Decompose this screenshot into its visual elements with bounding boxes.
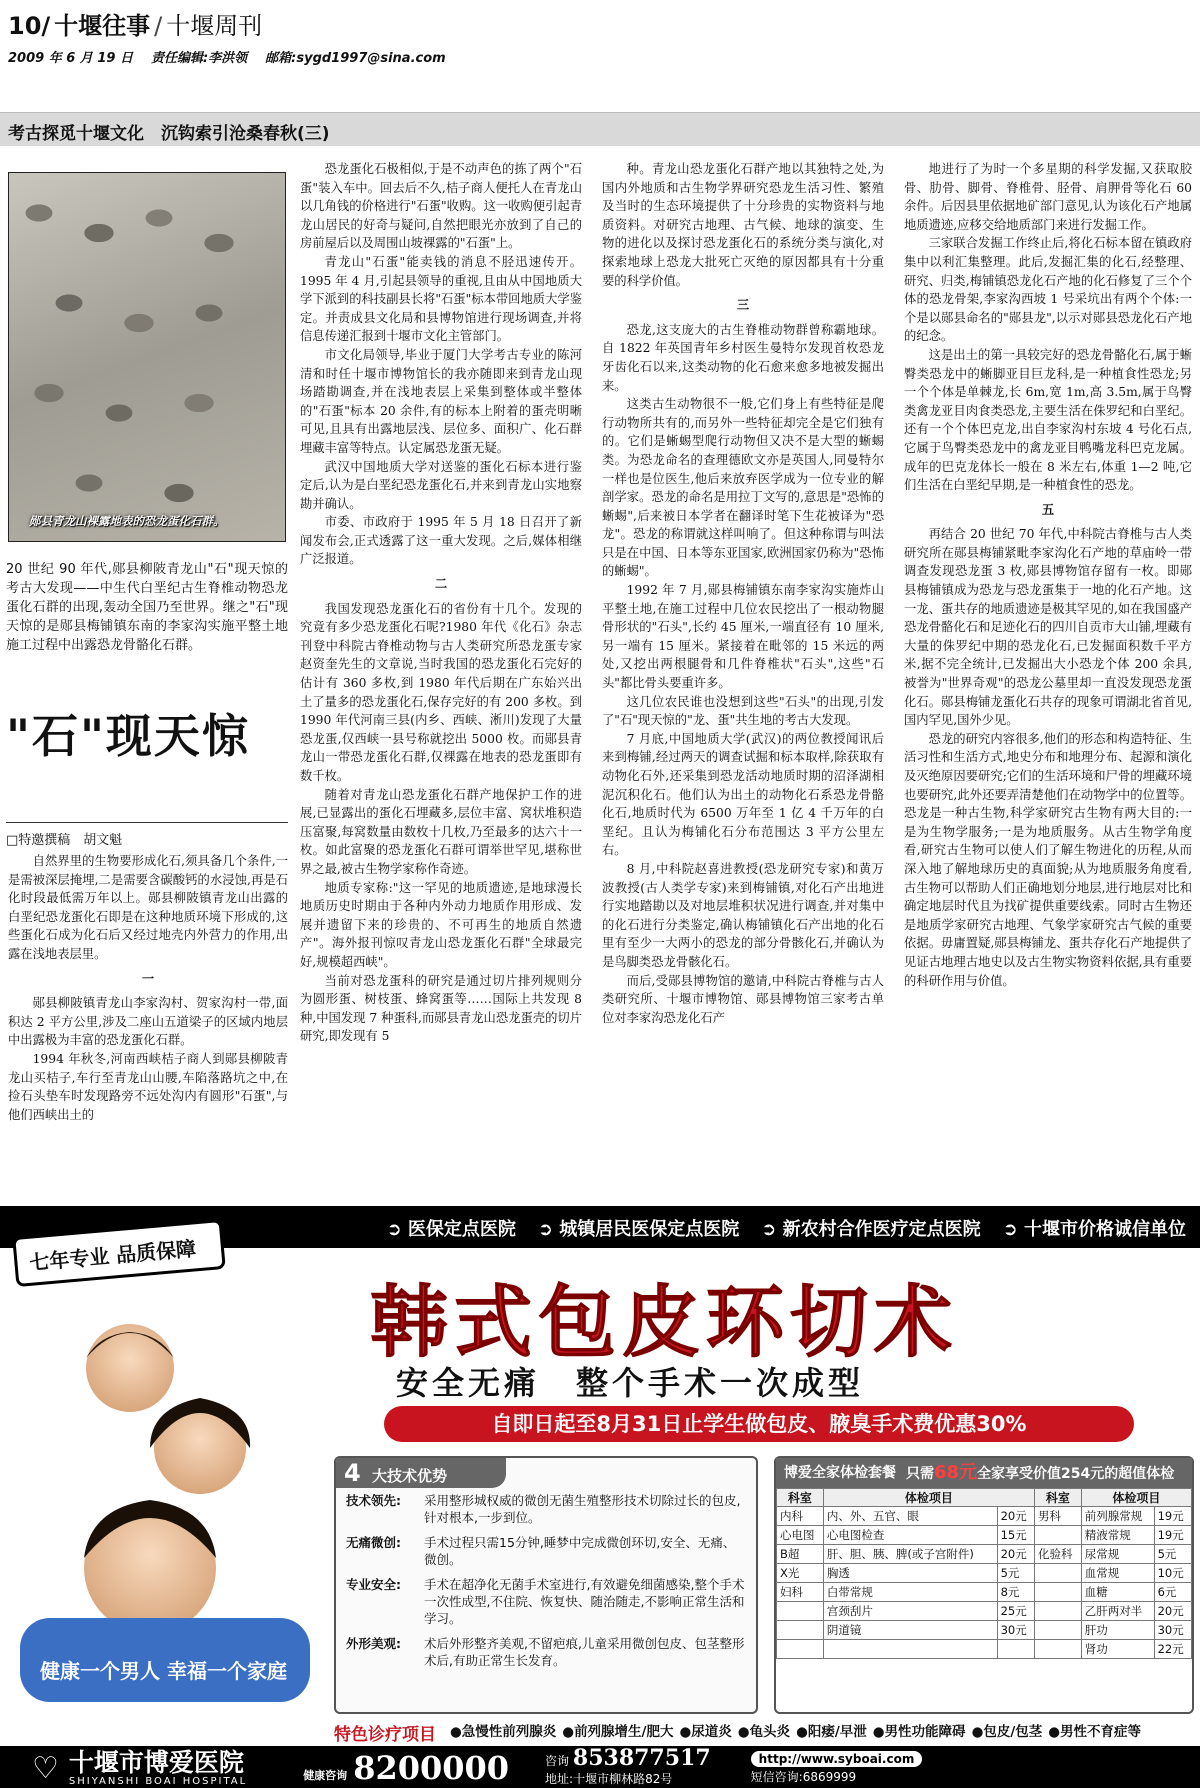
sms-contact: 短信咨询:6869999 — [750, 1770, 857, 1784]
address: 地址:十堰市柳林路82号 — [545, 1771, 673, 1786]
table-cell: X光 — [777, 1564, 824, 1583]
advantages-box — [334, 1456, 758, 1714]
paragraph: 当前对恐龙蛋科的研究是通过切片排列规则分为圆形蛋、树枝蛋、蜂窝蛋等……国际上共发现 8 种,中国发现 7 种蛋科,而郧县青龙山恐龙蛋壳的切片研究,即发现有 5 — [300, 973, 582, 1044]
issue-date: 2009 年 6 月 19 日 — [8, 51, 133, 66]
table-cell: 20元 — [997, 1545, 1034, 1564]
checkup-table — [776, 1488, 1192, 1659]
table-cell: 10元 — [1154, 1564, 1191, 1583]
table-cell: 肝功 — [1081, 1621, 1154, 1640]
table-row — [777, 1526, 1192, 1545]
article-headline: "石"现天惊 — [6, 709, 250, 763]
paragraph: 这是出土的第一具较完好的恐龙骨骼化石,属于蜥臀类恐龙中的蜥脚亚目巨龙科,是一种植食性恐龙;另一个个体是单棘龙,长 6m,宽 1m,高 3.5m,属于鸟臀类禽龙亚目肉食类恐龙,主要生活在侏罗纪和白垩纪。还有一个个体巴克龙,出自李家沟村东坡 4 号化石点,它属于鸟臀类恐龙中的禽龙亚目鸭嘴龙科巴克龙属。成年的巴克龙体长一般在 8 米左右,体重 1—2 吨,它们生活在白垩纪早期,是一种植食性的恐龙。 — [904, 347, 1192, 493]
advantage-item — [346, 1534, 746, 1568]
article-lede: 20 世纪 90 年代,郧县柳陂青龙山"石"现天惊的考古大发现——中生代白垩纪古生脊椎动物恐龙蛋化石群的出现,轰动全国乃至世界。继之"石"现天惊的是郧县梅铺镇东南的李家沟实施平整土地施工过程中出露恐龙骨骼化石群。 — [6, 562, 288, 653]
table-cell: 内、外、五官、眼 — [823, 1507, 997, 1526]
table-cell: 血常规 — [1081, 1564, 1154, 1583]
website-link[interactable]: http://www.syboai.com — [751, 1751, 923, 1767]
section-number: 一 — [141, 971, 155, 986]
quality-badge: 七年专业 品质保障 — [12, 1219, 226, 1287]
credential-item: ➲ 新农村合作医疗定点医院 — [761, 1215, 980, 1241]
hospital-name-en: SHIYANSHI BOAI HOSPITAL — [68, 1775, 248, 1787]
table-cell: 20元 — [1154, 1602, 1191, 1621]
article-column-0 — [8, 852, 288, 1202]
paragraph: 三家联合发掘工作终止后,将化石标本留在镇政府集中以利汇集整理。此后,发掘汇集的化石,经整理、研究、归类,梅铺镇恐龙化石产地的化石修复了三个个体的恐龙骨架,李家沟西坡 1 号采坑出有两个个体:一个是以郧县命名的"郧县龙",以示对郧县恐龙化石产地的纪念。 — [904, 236, 1192, 344]
checkup-package-box — [774, 1456, 1194, 1714]
advantage-label: 专业安全: — [346, 1577, 401, 1592]
advantages-header — [336, 1458, 506, 1488]
ad-footer — [0, 1746, 1200, 1788]
paragraph: 随着对青龙山恐龙蛋化石群产地保护工作的进展,已显露出的蛋化石埋藏多,层位丰富、窝状堆积造压富聚,每窝数量由数枚十几枚,乃至最多的达六十一枚。如此富聚的恐龙蛋化石群可谓举世罕见,堪称世界之最,被古生物学家称作奇迹。 — [300, 787, 582, 876]
table-cell: 19元 — [1154, 1507, 1191, 1526]
advantage-item — [346, 1576, 746, 1627]
hospital-name-cn: 十堰市博爱医院 — [68, 1747, 244, 1777]
table-cell: 5元 — [997, 1564, 1034, 1583]
paragraph: 郧县柳陂镇青龙山李家沟村、贺家沟村一带,面积达 2 平方公里,涉及二座山五道梁子的区域内地层中出露极为丰富的恐龙蛋化石群。 — [8, 996, 288, 1048]
table-row — [777, 1602, 1192, 1621]
table-cell: 尿常规 — [1081, 1545, 1154, 1564]
table-cell — [1034, 1602, 1081, 1621]
credential-item: ➲ 医保定点医院 — [387, 1215, 516, 1241]
table-row — [777, 1640, 1192, 1659]
table-cell: 男科 — [1034, 1507, 1081, 1526]
paragraph: 恐龙,这支庞大的古生脊椎动物群曾称霸地球。自 1822 年英国青年乡村医生曼特尔发现首枚恐龙牙齿化石以来,这类动物的化石愈来愈多地被发掘出来。 — [602, 322, 884, 393]
advantage-text: 手术过程只需15分钟,睡梦中完成微创环切,安全、无痛、微创。 — [424, 1535, 736, 1567]
table-cell — [1034, 1526, 1081, 1545]
table-cell: 肝、胆、胰、脾(或子宫附件) — [823, 1545, 997, 1564]
paragraph: 种。青龙山恐龙蛋化石群产地以其独特之处,为国内外地质和古生物学界研究恐龙生活习性、繁殖及当时的生态环境提供了十分珍贵的实物资料与地质资料。对研究古地理、古气候、地球的演变、生物的进化以及探讨恐龙蛋化石的系统分类与演化,对探索地球上恐龙大批死亡灭绝的原因都具有十分重要的科学价值。 — [602, 162, 884, 288]
paragraph: 7 月底,中国地质大学(武汉)的两位教授闻讯后来到梅铺,经过两天的调查试掘和标本取样,除获取有动物化石外,还采集到恐龙活动地质时期的沼泽湖相泥沉积化石。他们认为出土的动物化石系恐龙骨骼化石,地质时代为 6500 万年至 1 亿 4 千万年的白垩纪。且认为梅铺化石分布范围达 3 平方公里左右。 — [602, 731, 884, 858]
web-sms-info — [751, 1750, 923, 1786]
advantage-text: 采用整形城权威的微创无菌生殖整形技术切除过长的包皮,针对根本,一步到位。 — [424, 1493, 741, 1525]
table-cell: 30元 — [1154, 1621, 1191, 1640]
table-cell: 乙肝两对半 — [1081, 1602, 1154, 1621]
paragraph: 1992 年 7 月,郧县梅铺镇东南李家沟实施炸山平整土地,在施工过程中几位农民挖出了一根动物腿骨形状的"石头",长约 45 厘米,一端直径有 10 厘米,另一端有 15 厘米。紧接着在毗邻的 15 米远的两处,又挖出两根腿骨和几件脊椎状"石头",这些"石头"都比骨头要重许多。 — [602, 583, 884, 691]
table-cell: 心电图 — [777, 1526, 824, 1545]
column-header: 科室 — [777, 1489, 824, 1507]
advantages-title: 大技术优势 — [371, 1467, 447, 1485]
table-cell — [1034, 1640, 1081, 1659]
paragraph: 我国发现恐龙蛋化石的省份有十几个。发现的究竟有多少恐龙蛋化石呢?1980 年代《化石》杂志刊登中科院古脊椎动物与古人类研究所恐龙蛋专家赵资奎先生的文章说,当时我国的恐龙蛋化石完好的估计有 360 多枚,到 1980 年代后期在广东始兴出土了量多的恐龙蛋化石,保存完好的有 200 多枚。到 1990 年代河南三县(内乡、西峡、淅川)发现了大量恐龙蛋,仅西峡一县号称就挖出 5000 枚。而郧县青龙山一带恐龙蛋化石群,仅裸露在地表的恐龙蛋即有数千枚。 — [300, 601, 582, 783]
section-number: 五 — [1041, 502, 1055, 517]
table-cell — [777, 1640, 824, 1659]
table-cell: 25元 — [997, 1602, 1034, 1621]
paragraph: 市文化局领导,毕业于厦门大学考古专业的陈河清和时任十堰市博物馆长的我亦随即来到青龙山现场踏勘调查,并在浅地表层上采集到整体或半整体的"石蛋"标本 20 余件,有的标本上附着的蛋壳明晰可见,且具有出露地层浅、层位多、面积广、化石群埋藏丰富等特点。认定属恐龙蛋无疑。 — [300, 347, 582, 455]
table-row — [777, 1621, 1192, 1640]
ad-title: 韩式包皮环切术 — [370, 1278, 959, 1368]
column-header: 体检项目 — [1081, 1489, 1191, 1507]
table-cell: 20元 — [997, 1507, 1034, 1526]
section-number: 二 — [434, 577, 448, 592]
paragraph: 而后,受郧县博物馆的邀请,中科院古脊椎与古人类研究所、十堰市博物馆、郧县博物馆三家考古单位对李家沟恐龙化石产 — [602, 973, 884, 1025]
section-number: 三 — [736, 298, 750, 313]
paragraph: 武汉中国地质大学对送鉴的蛋化石标本进行鉴定后,认为是白垩纪恐龙蛋化石,并来到青龙山实地察勘并确认。 — [300, 459, 582, 511]
advantage-item — [346, 1635, 746, 1669]
masthead — [8, 6, 1192, 64]
table-cell: 化验科 — [1034, 1545, 1081, 1564]
paragraph: 恐龙的研究内容很多,他们的形态和构造特征、生活习性和生活方式,地史分布和地理分布、起源和演化及灭绝原因要研究;它们的生活环境和尸骨的埋藏环境也要研究,此外还要弄清楚他们在动物学中的位置等。恐龙是一种古生物,科学家研究古生物有两大目的:一是为生物学服务;一是为地质服务。从古生物学角度看,研究古生物可以使人们了解生物进化的历程,从而深入地了解地球历史的真面貌;从为地质服务角度看,古生物可以帮助人们正确地划分地层,进行地层对比和确定地层时代且为找矿提供重要线索。同时古生物还是地质学家研究古地理、气象学家研究古气候的重要依据。毋庸置疑,郧县梅铺龙、蛋共存化石产地提供了见证古地理古地史以及古生物实物资料依据,具有重要的科研作用与价值。 — [904, 731, 1192, 988]
table-cell: 30元 — [997, 1621, 1034, 1640]
credential-item: ➲ 城镇居民医保定点医院 — [538, 1215, 739, 1241]
table-cell: 精液常规 — [1081, 1526, 1154, 1545]
table-cell — [777, 1602, 824, 1621]
hospital-advertisement — [0, 1206, 1200, 1788]
table-cell — [1034, 1564, 1081, 1583]
masthead-meta — [8, 47, 1192, 66]
checkup-title: 博爱全家体检套餐 — [784, 1465, 896, 1481]
hotline-label: 健康咨询 — [303, 1769, 348, 1782]
hospital-name — [68, 1747, 248, 1787]
credential-item: ➲ 十堰市价格诚信单位 — [1003, 1215, 1186, 1241]
paragraph: 1994 年秋冬,河南西峡桔子商人到郧县柳陂青龙山买桔子,车行至青龙山山腰,车陷落路坑之中,在捡石头垫车时发现路旁不远处沟内有圆形"石蛋",与他们西峡出土的 — [8, 1051, 288, 1122]
table-cell: 胸透 — [823, 1564, 997, 1583]
table-cell: 前列腺常规 — [1081, 1507, 1154, 1526]
column-header: 体检项目 — [823, 1489, 1034, 1507]
masthead-title — [8, 6, 1192, 41]
special-item: ● 前列腺增生/肥大 — [562, 1720, 673, 1745]
table-cell: 内科 — [777, 1507, 824, 1526]
article-column-3 — [904, 160, 1192, 1202]
paragraph: 再结合 20 世纪 70 年代,中科院古脊椎与古人类研究所在郧县梅铺紧毗李家沟化石产地的草庙岭一带调查发现恐龙蛋 3 枚,郧县博物馆存留有一枚。即郧县梅铺镇成为恐龙与恐龙蛋集于一地的化石产地。这一龙、蛋共存的地质遗迹是极其罕见的,如在我国盛产恐龙骨骼化石和足迹化石的四川自贡市大山铺,埋藏有大量的侏罗纪中期的恐龙化石,已发掘面积数千平方米,据不完全统计,已发掘出大小恐龙个体 200 余具,被誉为"世界奇观"的恐龙公墓里却一直没发现恐龙蛋化石。郧县梅铺龙蛋化石共存的现象可谓湖北省首见,国内罕见,国外少见。 — [904, 527, 1192, 728]
special-item: ● 阳痿/早泄 — [796, 1720, 867, 1745]
table-cell: 心电图检查 — [823, 1526, 997, 1545]
table-row — [777, 1564, 1192, 1583]
section-title: 考古探觅十堰文化 沉钩索引沧桑春秋(三) — [8, 124, 330, 144]
table-row — [777, 1583, 1192, 1602]
table-cell: 宫颈刮片 — [823, 1602, 997, 1621]
paragraph: 这类古生动物很不一般,它们身上有些特征是爬行动物所共有的,而另外一些特征却完全是它们独有的。它们是蜥蜴型爬行动物但又决不是大型的蜥蜴类。为恐龙命名的查理德欧文亦是英国人,同曼特尔一样也是位医生,他后来放弃医学成为一位专业的解剖学家。恐龙的命名是用拉丁文写的,意思是"恐怖的蜥蜴",后来被日本学者在翻译时笔下生花被译为"恐龙"。恐龙的称谓就这样叫响了。但这种称谓与叫法只是在中国、日本等东亚国家,欧洲国家仍称为"恐怖的蜥蜴"。 — [602, 397, 884, 579]
special-item: ● 包皮/包茎 — [972, 1720, 1043, 1745]
special-title: 特色诊疗项目 — [334, 1725, 436, 1745]
advantage-item — [346, 1492, 746, 1526]
offer-prefix: 只需 — [906, 1466, 934, 1482]
paragraph: 青龙山"石蛋"能卖钱的消息不胫迅速传开。1995 年 4 月,引起县领导的重视,且由从中国地质大学下派到的科技副县长将"石蛋"标本带回地质大学鉴定。并责成县文化局和县博物馆进行现场调查,并将信息传递汇报到十堰市文化主管部门。 — [300, 254, 582, 344]
advantage-label: 外形美观: — [346, 1636, 401, 1651]
paragraph: 8 月,中科院赵喜进教授(恐龙研究专家)和黄万波教授(古人类学专家)来到梅铺镇,对化石产出地进行实地踏勘以及对地层堆积状况进行调查,并对集中的化石进行分类鉴定,确认梅铺镇化石产出地的化石里有至少一大两小的恐龙的部分骨骸化石,并确认为是鸟脚类恐龙骨骸化石。 — [602, 861, 884, 969]
dinosaur-egg-photo — [8, 172, 286, 542]
paper-name: 十堰周刊 — [166, 12, 263, 40]
table-cell: 6元 — [1154, 1583, 1191, 1602]
section-name: 十堰往事 — [54, 12, 151, 40]
table-cell — [1034, 1621, 1081, 1640]
paragraph: 地质专家称:"这一罕见的地质遗迹,是地球漫长地质历史时期由于各种内外动力地质作用形成、发展并遗留下来的珍贵的、不可再生的地质自然遗产"。海外报刊惊叹青龙山恐龙蛋化石群"全球最完好,规模超西峡"。 — [300, 880, 582, 969]
editor: 责任编辑:李洪领 — [150, 51, 248, 66]
contact-info — [545, 1744, 711, 1788]
special-item: ● 急慢性前列腺炎 — [450, 1720, 556, 1745]
table-cell — [1034, 1583, 1081, 1602]
table-cell: 5元 — [1154, 1545, 1191, 1564]
advantage-label: 技术领先: — [346, 1493, 401, 1508]
family-illustration — [0, 1278, 330, 1702]
table-header-row — [777, 1489, 1192, 1507]
table-cell: 白带常规 — [823, 1583, 997, 1602]
advantage-text: 手术在超净化无菌手术室进行,有效避免细菌感染,整个手术一次性成型,不住院、恢复快、随治随走,不影响正常生活和学习。 — [424, 1577, 745, 1626]
paragraph: 地进行了为时一个多星期的科学发掘,又获取胶骨、肋骨、脚骨、脊椎骨、胫骨、肩胛骨等化石 60 余件。后因县里依据地矿部门意见,认为该化石产地属地质遗迹,应移交给地质部门来进行发掘工作。 — [904, 162, 1192, 232]
heart-logo-icon: ♡ — [32, 1750, 59, 1786]
table-cell: B超 — [777, 1545, 824, 1564]
table-cell: 肾功 — [1081, 1640, 1154, 1659]
table-cell: 22元 — [1154, 1640, 1191, 1659]
special-item: ● 男性功能障碍 — [873, 1720, 966, 1745]
family-slogan: 健康一个男人 幸福一个家庭 — [40, 1659, 287, 1683]
photo-caption: 郧县青龙山裸露地表的恐龙蛋化石群。 — [29, 514, 225, 528]
advantage-text: 术后外形整齐美观,不留疤痕,儿童采用微创包皮、包茎整形术后,有助正常生长发育。 — [424, 1636, 745, 1668]
ad-promo-banner: 自即日起至8月31日止学生做包皮、腋臭手术费优惠30% — [384, 1406, 1134, 1442]
table-row — [777, 1507, 1192, 1526]
email[interactable]: 邮箱:sygd1997@sina.com — [265, 51, 446, 66]
page-number: 10/ — [8, 12, 51, 40]
consult-phone[interactable]: 853877517 — [572, 1744, 711, 1771]
table-cell: 妇科 — [777, 1583, 824, 1602]
table-cell: 15元 — [997, 1526, 1034, 1545]
offer-price: 68元 — [934, 1462, 978, 1483]
table-cell: 19元 — [1154, 1526, 1191, 1545]
hotline[interactable] — [303, 1749, 509, 1787]
table-cell — [823, 1640, 997, 1659]
column-header: 科室 — [1034, 1489, 1081, 1507]
checkup-header — [776, 1458, 1192, 1488]
table-row — [777, 1545, 1192, 1564]
table-cell — [997, 1640, 1034, 1659]
checkup-offer — [906, 1458, 1174, 1488]
special-item: ● 龟头炎 — [738, 1720, 790, 1745]
consult-label: 咨询 — [545, 1753, 570, 1768]
paragraph: 自然界里的生物要形成化石,须具备几个条件,一是需被深层掩埋,二是需要含碳酸钙的水浸蚀,再是石化时段最低需万年以上。郧县柳陂镇青龙山出露的白垩纪恐龙蛋化石即是在这种地质环境下形成的,这些蛋化石成为化石后又经过地壳内外营力的作用,出露在浅地表层里。 — [8, 854, 288, 961]
advantages-count: 4 — [344, 1459, 361, 1487]
article-byline: □特邀撰稿 胡文魁 — [6, 822, 288, 848]
table-cell: 8元 — [997, 1583, 1034, 1602]
paragraph: 恐龙蛋化石极相似,于是不动声色的拣了两个"石蛋"装入车中。回去后不久,桔子商人便托人在青龙山以几角钱的价格进行"石蛋"收购。这一收购便引起青龙山居民的好奇与疑问,自然把眼光亦放到了自己的房前屋后以及周围山坡裸露的"石蛋"上。 — [300, 162, 582, 251]
paragraph: 市委、市政府于 1995 年 5 月 18 日召开了新闻发布会,正式透露了这一重大发现。之后,媒体相继广泛报道。 — [300, 515, 582, 567]
advantage-label: 无痛微创: — [346, 1535, 401, 1550]
special-services — [334, 1720, 1194, 1745]
hotline-number: 8200000 — [353, 1749, 510, 1787]
article-column-1 — [300, 160, 582, 1202]
paragraph: 这几位农民谁也没想到这些"石头"的出现,引发了"石"现天惊的"龙、蛋"共生地的考古大发现。 — [602, 694, 884, 728]
special-item: ● 男性不育症等 — [1048, 1720, 1141, 1745]
ad-subtitle: 安全无痛 整个手术一次成型 — [396, 1364, 865, 1402]
title-separator: / — [154, 12, 163, 40]
offer-suffix: 全家享受价值254元的超值体检 — [977, 1466, 1175, 1482]
article-column-2 — [602, 160, 884, 1202]
section-bar — [0, 112, 1200, 146]
special-item: ● 尿道炎 — [680, 1720, 732, 1745]
table-cell: 血糖 — [1081, 1583, 1154, 1602]
table-cell — [777, 1621, 824, 1640]
table-cell: 阴道镜 — [823, 1621, 997, 1640]
